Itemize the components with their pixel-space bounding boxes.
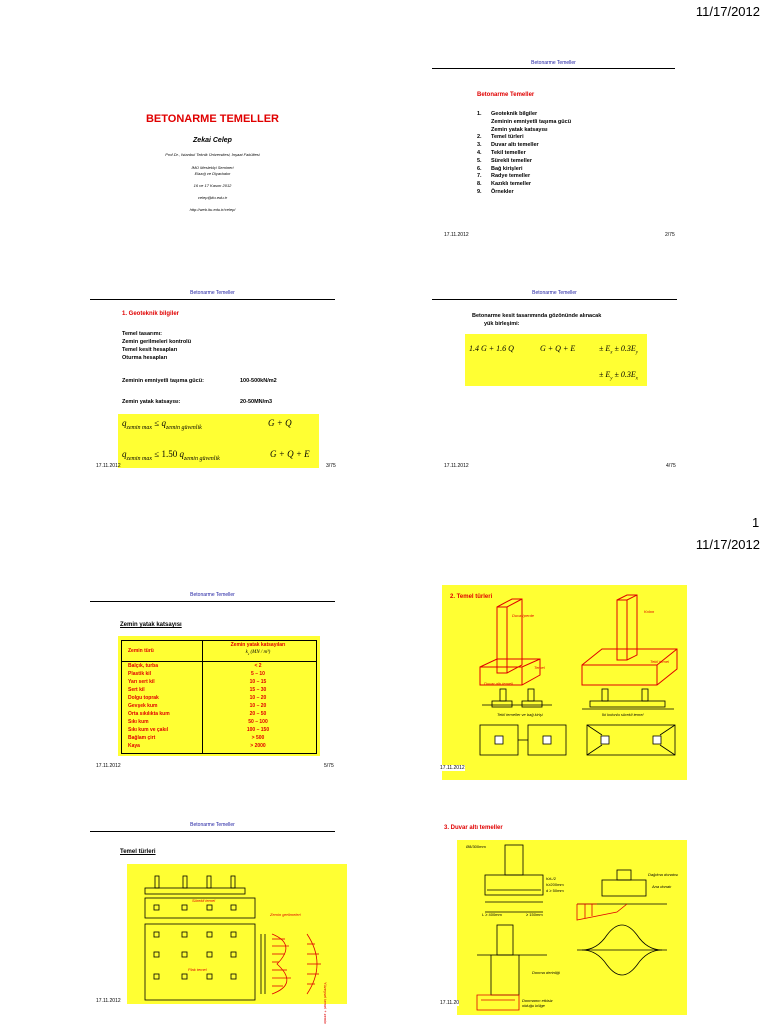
k-value-cell: < 2	[254, 663, 262, 669]
slide-wall-foundations	[442, 820, 687, 1015]
main-title: BETONARME TEMELLER	[145, 113, 280, 125]
page-number: 1	[752, 515, 760, 530]
label-frost-depth: Donma derinliği	[532, 970, 560, 975]
slide-load-combinations	[432, 290, 677, 475]
section-heading: Temel türleri	[120, 849, 156, 855]
contents-item-number: 7.	[477, 173, 482, 180]
footer-page: 4/75	[666, 463, 676, 469]
contents-item-label: Kazıklı temeller	[491, 181, 532, 188]
contents-item-label: Temel türleri	[491, 134, 524, 141]
label-h-min: h≥200mm	[546, 882, 564, 887]
table-panel	[118, 636, 320, 756]
soil-type-cell: Plastik kil	[128, 671, 152, 677]
contents-item	[477, 173, 571, 181]
label-h-ratio: h≥L/2	[546, 876, 556, 881]
soil-type-cell: Sıkı kum ve çakıl	[128, 727, 169, 733]
contents-item	[477, 150, 571, 158]
footer-date: 17.11.2012	[96, 763, 121, 769]
subgrade-label: Zemin yatak katsayısı:	[122, 399, 181, 405]
col-header-1: Zemin türü	[128, 648, 154, 654]
capacity-value: 100-500kN/m2	[240, 378, 277, 384]
section-heading: 2. Temel türleri	[450, 594, 493, 600]
combo-box	[465, 334, 647, 386]
k-value-cell: 50 – 100	[248, 719, 268, 725]
footer-date: 17.11.2012	[440, 765, 465, 771]
contents-item-number: 6.	[477, 165, 482, 172]
combo-4: ± $E_y \pm 0.3E_x$	[599, 370, 639, 382]
label-gerilme: Zemin gerilmeleri	[270, 912, 301, 917]
contents-item	[477, 181, 571, 189]
plan-drawing	[127, 864, 347, 1004]
contents-item-label: Örnekler	[491, 188, 514, 195]
soil-type-cell: Bağlam çirt	[128, 735, 156, 741]
soil-type-cell: Gevşek kum	[128, 703, 158, 709]
soil-type-cell: Sıkı kum	[128, 719, 149, 725]
contents-item-number: 9.	[477, 188, 482, 195]
slide-geoteknik	[90, 290, 335, 475]
k-value-cell: 10 – 20	[249, 695, 267, 701]
label-min-depth: ≥ 150mm	[526, 912, 543, 917]
title-rule	[432, 299, 677, 300]
equation-2: $q_{zemin max} \le 1.50$ $q_{zemin güvenlik}$	[122, 449, 220, 462]
label-width: L ≥ 400mm	[482, 912, 502, 917]
contents-item-label: Sürekli temeller	[491, 157, 532, 164]
table-row	[122, 687, 316, 695]
contents-item-number: 1.	[477, 111, 482, 117]
contents-item-label: Geoteknik bilgiler	[491, 111, 538, 117]
running-title: Betonarme Temeller	[190, 822, 235, 828]
page-date-top: 11/17/2012	[695, 4, 760, 19]
table-row	[122, 711, 316, 719]
table-row	[122, 703, 316, 711]
slide-title	[90, 60, 420, 260]
label-duvar: Duvar/perde	[512, 613, 535, 618]
label-cover: d ≥ 50mm	[546, 888, 564, 893]
contents-heading: Betonarme Temeller	[477, 92, 535, 98]
design-line-1: Temel tasarımı:	[122, 331, 162, 337]
url: http://web.itu.edu.tr/celep/	[189, 207, 236, 212]
k-value-cell: 10 – 15	[249, 679, 267, 685]
table-row	[122, 727, 316, 735]
footer-page: 2/75	[665, 232, 675, 238]
caption-tekil: Tekil temeller ve bağ kirişi	[497, 712, 543, 717]
contents-item-label: Tekil temeller	[491, 149, 526, 156]
label-rebar: Ø8/300mm	[466, 844, 486, 849]
table-row	[122, 735, 316, 743]
combo-1: 1.4 G + 1.6 Q	[469, 344, 514, 353]
contents-item	[477, 119, 571, 127]
label-plak: Plak temel	[188, 967, 207, 972]
label-temel: Temel	[534, 665, 545, 670]
table-heading: Zemin yatak katsayısı	[120, 622, 182, 628]
design-line-2: Zemin gerilmeleri kontrolü	[122, 339, 192, 345]
section-heading: 3. Duvar altı temeller	[444, 825, 503, 831]
title-rule	[432, 68, 675, 69]
subgrade-value: 20-50MN/m3	[240, 399, 273, 405]
contents-item-number: 2.	[477, 134, 482, 141]
table-row	[122, 671, 316, 679]
contents-item-number: 4.	[477, 149, 482, 156]
title-rule	[90, 831, 335, 832]
contents-item-number: 3.	[477, 142, 482, 149]
contents-item	[477, 127, 571, 135]
email: celep@itu.edu.tr	[197, 195, 228, 200]
col-header-2-unit: $k_z$ (MN / m³)	[245, 650, 271, 656]
contents-item-label: Radye temeller	[491, 173, 531, 180]
footer-date: 17.11.20	[440, 1000, 460, 1006]
table-row	[122, 743, 316, 751]
k-value-cell: > 500	[251, 735, 265, 741]
slide-foundation-types	[442, 585, 687, 780]
slide-contents	[432, 60, 675, 240]
contents-item-label: Zeminin emniyetli taşıma gücü	[491, 118, 572, 125]
table-row	[122, 719, 316, 727]
dates: 16 ve 17 Kasım 2012	[193, 183, 232, 188]
soil-type-cell: Yarı sert kil	[128, 679, 155, 685]
contents-item-number: 5.	[477, 157, 482, 164]
k-value-cell: 5 – 10	[251, 671, 265, 677]
running-title: Betonarme Temeller	[190, 592, 235, 598]
contents-item-label: Bağ kirişleri	[491, 165, 523, 172]
place: Elazığ ve Diyarbakır	[194, 171, 231, 176]
section-heading: 1. Geoteknik bilgiler	[122, 311, 180, 317]
label-kolon: Kolon	[644, 609, 655, 614]
contents-item	[477, 166, 571, 174]
design-line-4: Oturma hesapları	[122, 355, 168, 361]
footer-page: 3/75	[326, 463, 336, 469]
footer-date: 17.11.2012	[444, 463, 469, 469]
label-duvar-alti: Duvar altı temeli	[484, 681, 513, 686]
slide-subgrade-table	[90, 592, 335, 777]
footer-date: 17.11.2012	[444, 232, 469, 238]
footer-date: 17.11.2012	[96, 998, 121, 1004]
k-value-cell: 20 – 50	[249, 711, 267, 717]
label-surekli: Sürekli temel	[192, 898, 216, 903]
contents-list	[477, 111, 571, 197]
soil-type-cell: Dolgu toprak	[128, 695, 159, 701]
title-rule	[90, 299, 335, 300]
intro-line-2: yük birleşimi:	[484, 321, 520, 327]
k-value-cell: 100 – 150	[246, 727, 270, 733]
equation-box	[118, 414, 319, 468]
contents-item	[477, 189, 571, 197]
label-main-rebar: Ana donatı	[652, 884, 672, 889]
caption-surekli: İki kolonlu sürekli temel	[602, 712, 644, 717]
table-body	[122, 663, 316, 751]
wall-foundation-drawing	[457, 840, 687, 1015]
combo-2: G + Q + E	[540, 344, 576, 353]
k-value-cell: 15 – 30	[249, 687, 267, 693]
soil-type-cell: Orta sıkılıkta kum	[128, 711, 170, 717]
page-date-second: 11/17/2012	[695, 537, 760, 552]
contents-item	[477, 111, 571, 119]
soil-type-cell: Kaya	[128, 743, 140, 749]
intro-line-1: Betonarme kesit tasarımında gözönünde alınacak	[472, 313, 602, 319]
col-header-2: Zemin yatak katsayıları	[230, 642, 286, 648]
combo-3: ± $E_x \pm 0.3E_y$	[599, 344, 639, 356]
contents-item-number: 8.	[477, 181, 482, 188]
label-vertical: Yüzeysel temel + zemin	[323, 982, 328, 1024]
contents-item	[477, 134, 571, 142]
affiliation: Prof.Dr., İstanbul Teknik Üniversitesi, İnşaat Fakültesi	[165, 152, 260, 157]
table-header-row	[122, 641, 316, 662]
contents-item-label: Zemin yatak katsayısı	[491, 126, 548, 133]
running-title: Betonarme Temeller	[190, 290, 235, 296]
author-name: Zekai Celep	[193, 137, 232, 144]
k-value-cell: > 2000	[250, 743, 266, 749]
design-line-3: Temel kesit hesapları	[122, 347, 178, 353]
label-tekil: Tekil temel	[650, 659, 669, 664]
table-row	[122, 695, 316, 703]
equation-1: $q_{zemin max} \le q_{zemin güvenlik}$	[122, 418, 202, 431]
table-row	[122, 663, 316, 671]
foundation-drawing	[442, 585, 687, 780]
contents-item-label: Duvar altı temeller	[491, 142, 539, 149]
seminar: İMO Mesleki̇çi Semineri	[191, 165, 234, 170]
table-row	[122, 679, 316, 687]
footer-page: 5/75	[324, 763, 334, 769]
slide-foundation-types-2	[90, 822, 350, 1024]
k-value-cell: 10 – 20	[249, 703, 267, 709]
footer-date: 17.11.2012	[96, 463, 121, 469]
label-frost-free: Donmanın etkisiz olduğu bölge	[522, 998, 553, 1008]
soil-type-cell: Sert kil	[128, 687, 145, 693]
soil-type-cell: Balçık, turba	[128, 663, 159, 669]
running-title: Betonarme Temeller	[532, 290, 577, 296]
contents-item	[477, 142, 571, 150]
equation-1-load: G + Q	[268, 418, 292, 428]
table-border	[121, 640, 317, 754]
running-title: Betonarme Temeller	[531, 60, 576, 66]
label-distribution-rebar: Dağılma donatısı	[648, 872, 679, 877]
capacity-label: Zeminin emniyetli taşıma gücü:	[122, 378, 204, 384]
title-rule	[90, 601, 335, 602]
contents-item	[477, 158, 571, 166]
equation-2-load: G + Q + E	[270, 449, 310, 459]
